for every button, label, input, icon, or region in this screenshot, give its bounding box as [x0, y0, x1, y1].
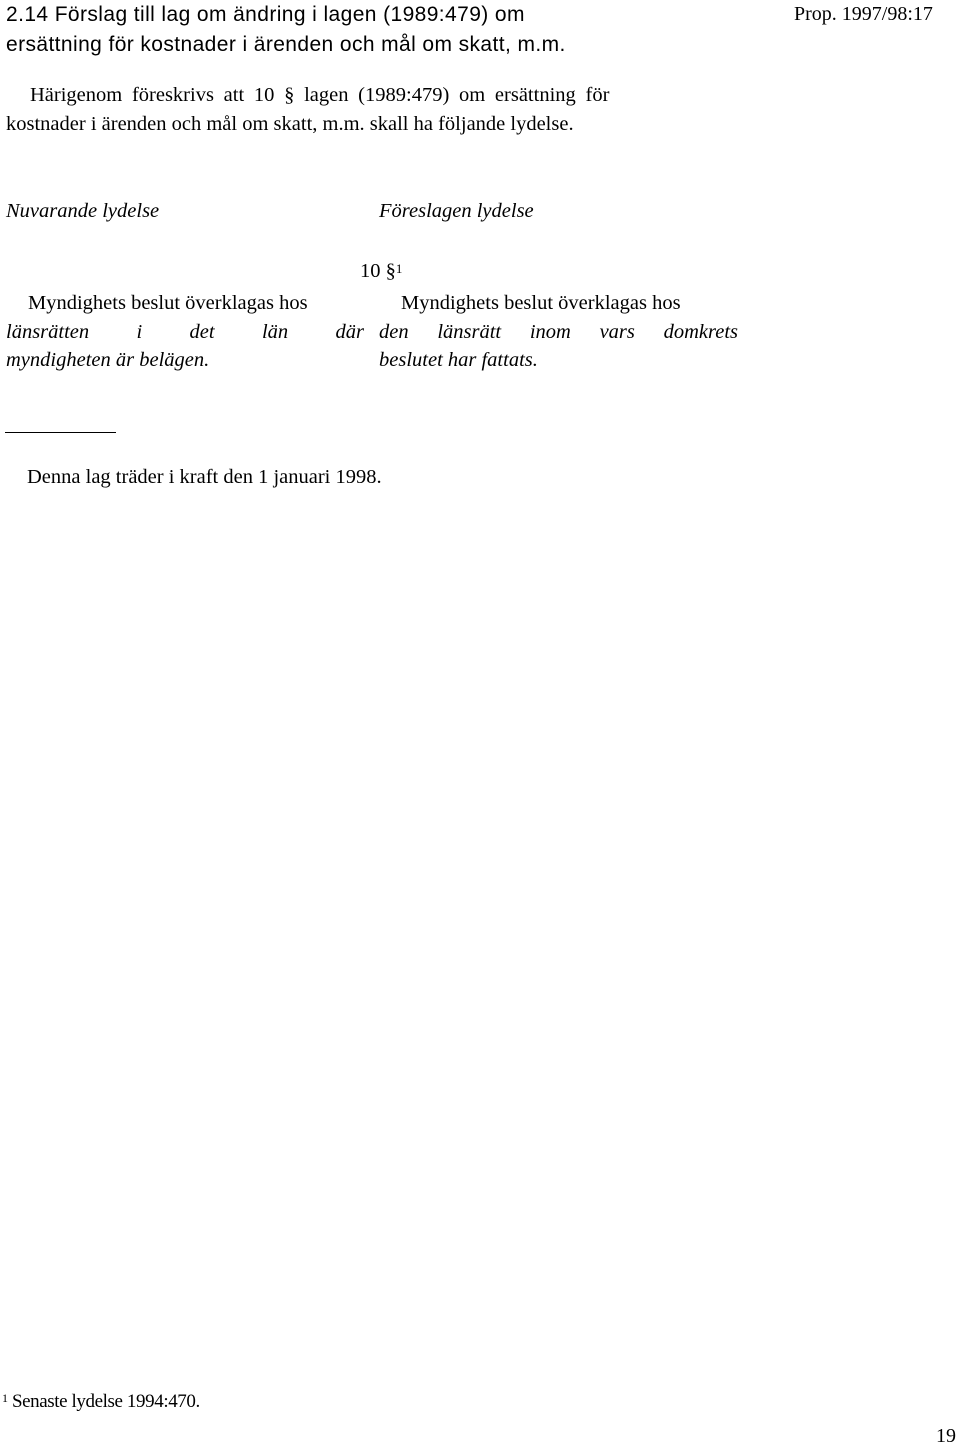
proposed-text-line1: Myndighets beslut överklagas hos	[401, 292, 681, 314]
separator-rule	[5, 432, 116, 433]
word: det	[189, 321, 215, 343]
word: inom	[529, 321, 571, 343]
footnote-text: Senaste lydelse 1994:470.	[11, 1391, 200, 1412]
current-text-line1: Myndighets beslut överklagas hos	[28, 292, 308, 314]
section-marker	[360, 257, 402, 286]
word: länsrätten	[6, 321, 90, 343]
section-marker-text: 10 §	[360, 260, 396, 282]
prop-label: Prop. 1997/98:17	[794, 3, 933, 25]
proposed-text-line2	[379, 318, 738, 347]
current-text-line3: myndigheten är belägen.	[6, 349, 210, 371]
footnote-reference: 1	[395, 261, 403, 276]
word: där	[335, 321, 364, 343]
intro-line2: kostnader i ärenden och mål om skatt, m.m. skall ha följande lydelse.	[6, 113, 574, 135]
section-title-line2: ersättning för kostnader i ärenden och mål om skatt, m.m.	[6, 33, 566, 56]
word: vars	[599, 321, 635, 343]
page-number: 19	[936, 1425, 956, 1447]
word: i	[136, 321, 143, 343]
current-wording-heading: Nuvarande lydelse	[6, 200, 160, 222]
section-title-line1: 2.14 Förslag till lag om ändring i lagen (1989:479) om	[6, 3, 525, 26]
intro-line1: Härigenom föreskrivs att 10 § lagen (1989:479) om ersättning för	[30, 84, 610, 106]
word: län	[261, 321, 289, 343]
proposed-text-line3: beslutet har fattats.	[379, 349, 538, 371]
proposed-wording-heading: Föreslagen lydelse	[379, 200, 534, 222]
word: domkrets	[663, 321, 738, 343]
word: den	[379, 321, 409, 343]
current-text-line2	[6, 318, 364, 347]
footnote-mark: 1	[2, 1391, 8, 1405]
word: länsrätt	[437, 321, 502, 343]
footnote	[2, 1389, 200, 1415]
entry-into-force: Denna lag träder i kraft den 1 januari 1998.	[27, 466, 382, 488]
